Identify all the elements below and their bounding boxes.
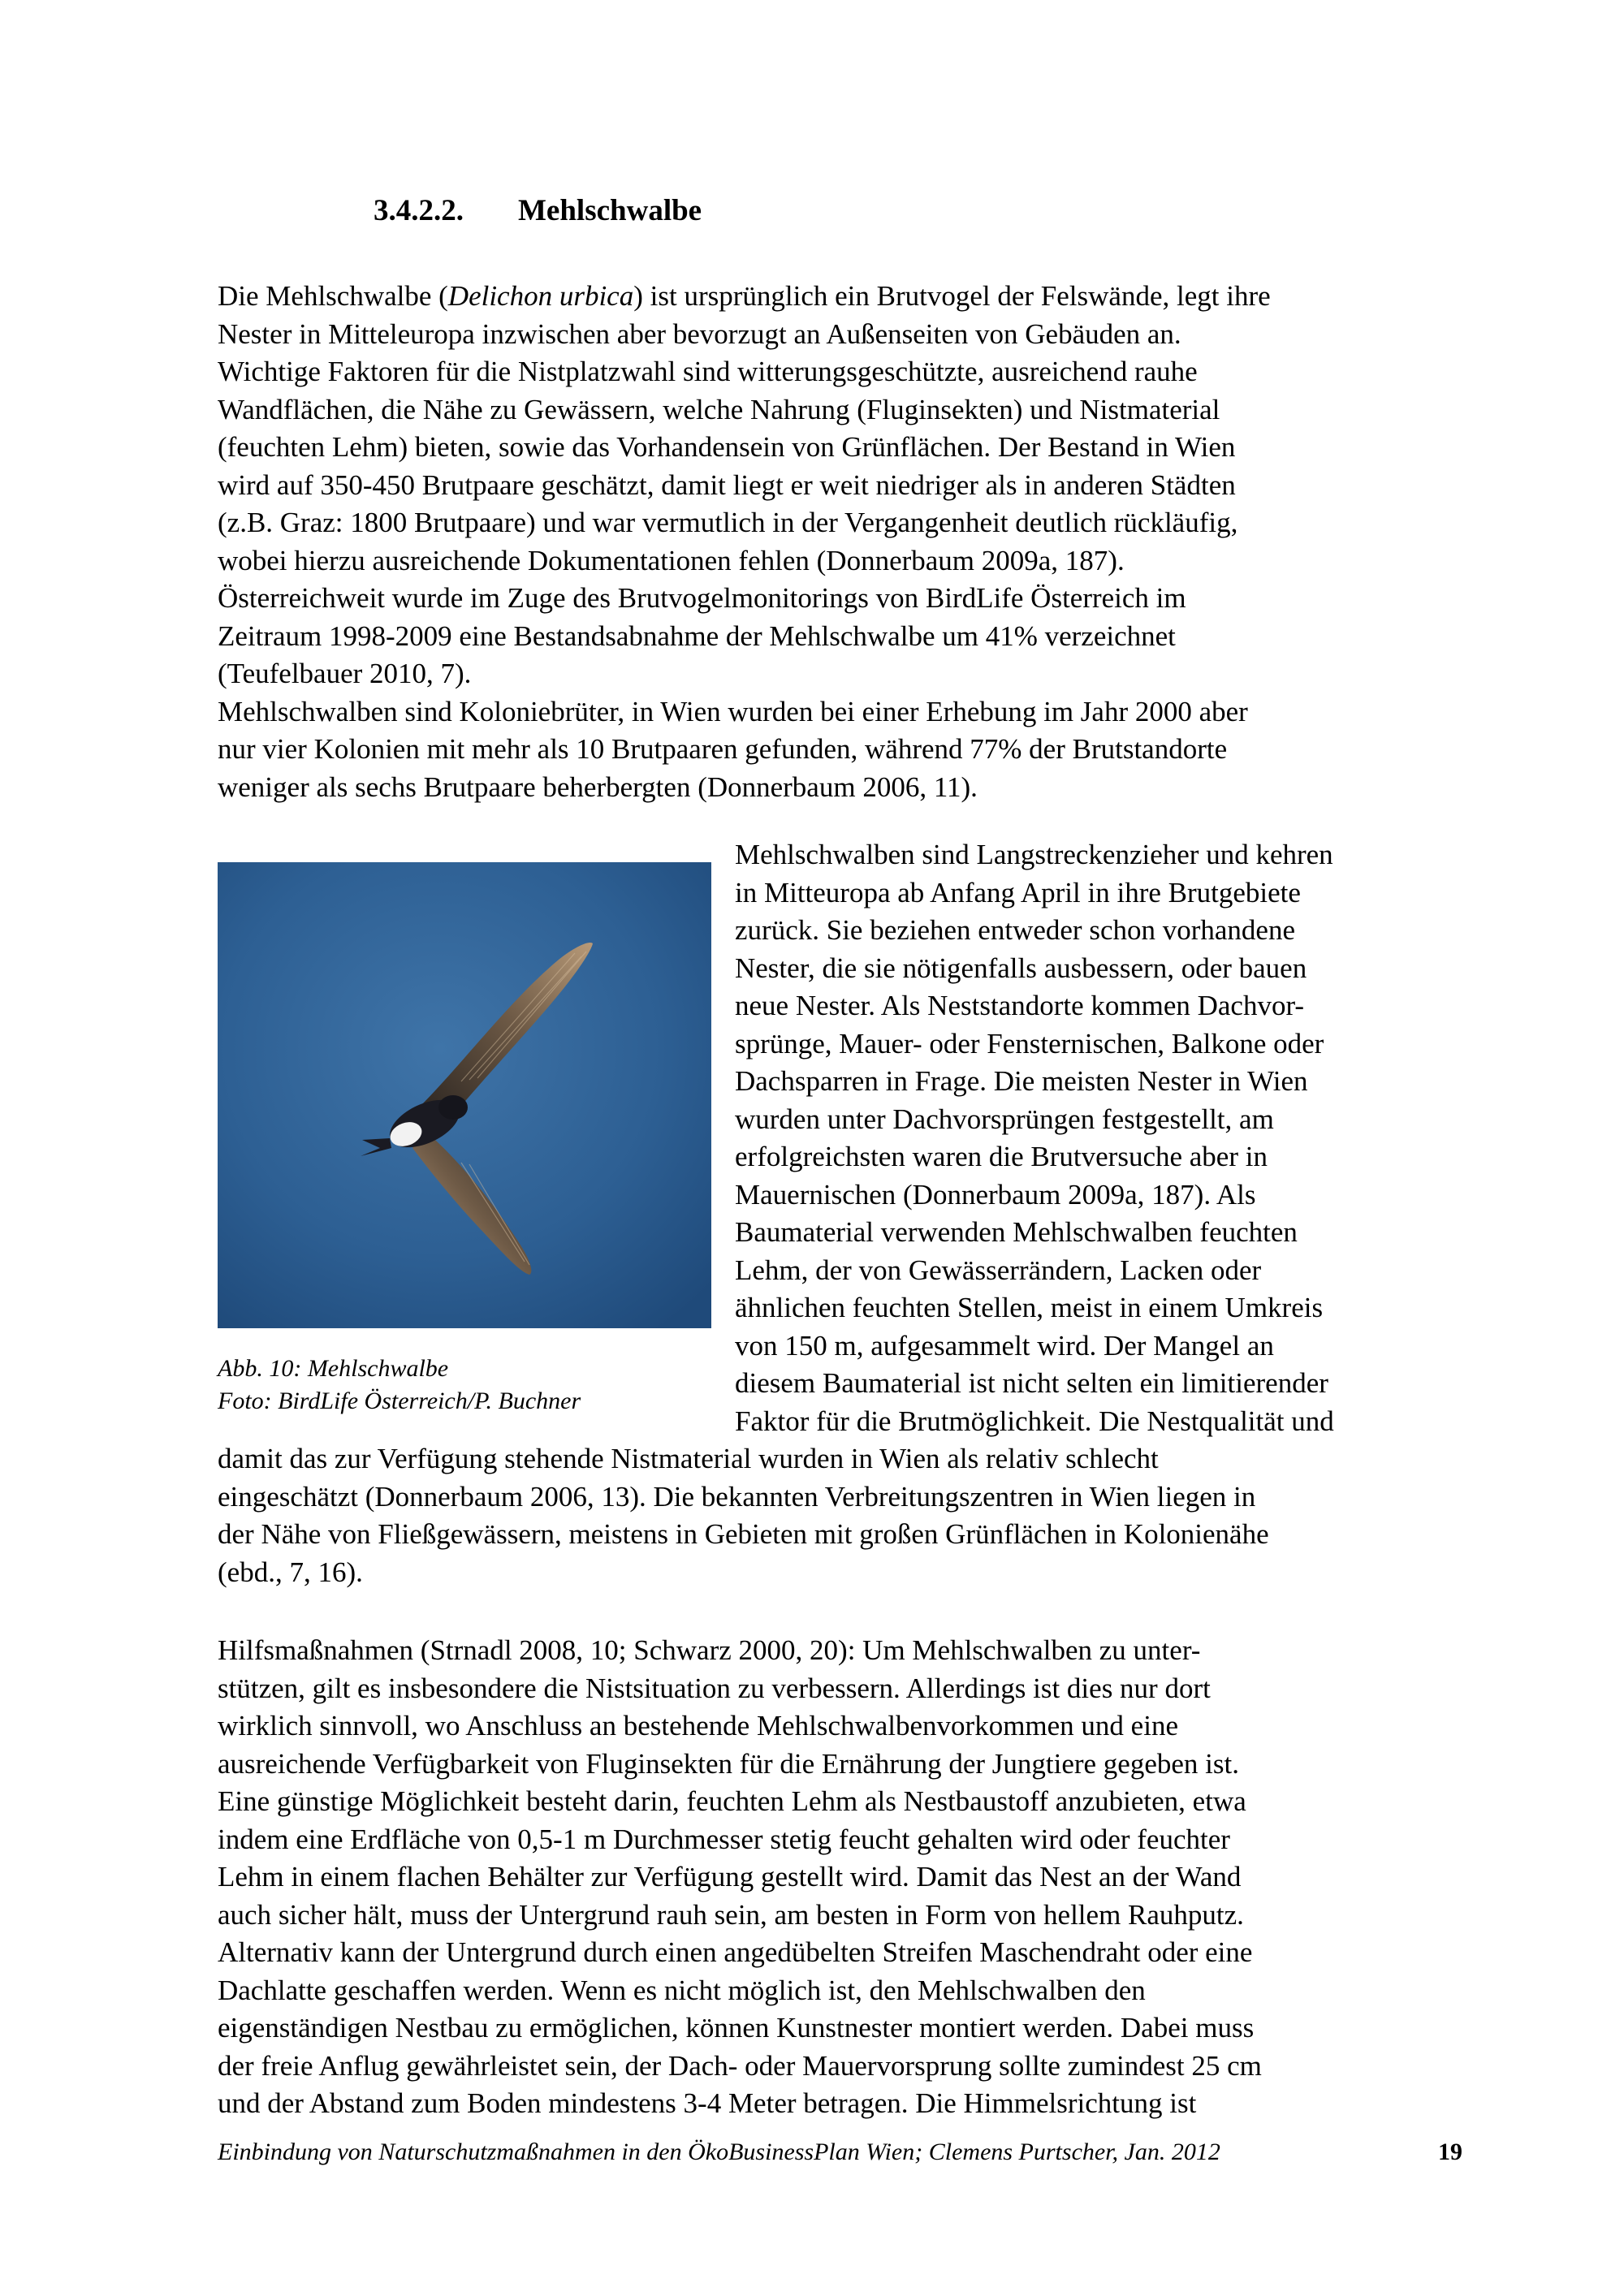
- text-line: Alternativ kann der Untergrund durch einen angedübelten Streifen Maschendraht oder eine: [218, 1936, 1253, 1968]
- text-line: Österreichweit wurde im Zuge des Brutvogelmonitorings von BirdLife Österreich im: [218, 582, 1186, 614]
- text-line: wobei hierzu ausreichende Dokumentationen fehlen (Donnerbaum 2009a, 187).: [218, 544, 1125, 576]
- bird-photo: [218, 862, 711, 1328]
- text-line: Hilfsmaßnahmen (Strnadl 2008, 10; Schwarz 2000, 20): Um Mehlschwalben zu unter-: [218, 1634, 1201, 1666]
- text-line: in Mitteuropa ab Anfang April in ihre Brutgebiete: [735, 876, 1301, 908]
- page-footer: Einbindung von Naturschutzmaßnahmen in den ÖkoBusinessPlan Wien; Clemens Purtscher, Jan. 2012: [218, 2138, 1220, 2165]
- text-line: sprünge, Mauer- oder Fensternischen, Balkone oder: [735, 1027, 1324, 1060]
- text-line: Mehlschwalben sind Koloniebrüter, in Wien wurden bei einer Erhebung im Jahr 2000 aber: [218, 695, 1248, 727]
- text-line: damit das zur Verfügung stehende Nistmaterial wurden in Wien als relativ schlecht: [218, 1443, 1159, 1474]
- measures-paragraph: [218, 1632, 1460, 2123]
- text-line: indem eine Erdfläche von 0,5-1 m Durchmesser stetig feucht gehalten wird oder feuchter: [218, 1823, 1230, 1855]
- text-line: Eine günstige Möglichkeit besteht darin, feuchten Lehm als Nestbaustoff anzubieten, etwa: [218, 1785, 1246, 1817]
- text-line: der Nähe von Fließgewässern, meistens in Gebieten mit großen Grünflächen in Kolonienähe: [218, 1518, 1269, 1550]
- house-martin-image: [218, 862, 711, 1328]
- text-line: Mauernischen (Donnerbaum 2009a, 187). Als: [735, 1178, 1256, 1211]
- text-line: auch sicher hält, muss der Untergrund rauh sein, am besten in Form von hellem Rauhputz.: [218, 1898, 1244, 1931]
- caption-title: Abb. 10: Mehlschwalbe: [218, 1355, 449, 1382]
- text-line: der freie Anflug gewährleistet sein, der Dach- oder Mauervorsprung sollte zumindest 25 cm: [218, 2049, 1262, 2082]
- text-line: ausreichende Verfügbarkeit von Fluginsekten für die Ernährung der Jungtiere gegeben ist.: [218, 1747, 1239, 1780]
- text-line: Wandflächen, die Nähe zu Gewässern, welche Nahrung (Fluginsekten) und Nistmaterial: [218, 393, 1220, 425]
- caption-credit: Foto: BirdLife Österreich/P. Buchner: [218, 1388, 581, 1414]
- text-line: Lehm, der von Gewässerrändern, Lacken oder: [735, 1254, 1262, 1286]
- section-heading: [374, 193, 702, 228]
- bird-head: [438, 1095, 468, 1120]
- text-line: wurden unter Dachvorsprüngen festgestellt, am: [735, 1103, 1274, 1135]
- text-line: Faktor für die Brutmöglichkeit. Die Nestqualität und: [735, 1405, 1334, 1437]
- wrap-paragraph-continuation: [218, 1440, 1460, 1591]
- figure-caption: [218, 1353, 581, 1418]
- text-line: stützen, gilt es insbesondere die Nistsituation zu verbessern. Allerdings ist dies nur dort: [218, 1672, 1211, 1704]
- text-line: nur vier Kolonien mit mehr als 10 Brutpaaren gefunden, während 77% der Brutstandorte: [218, 733, 1228, 765]
- text-line: ähnlichen feuchten Stellen, meist in einem Umkreis: [735, 1292, 1324, 1323]
- intro-paragraph: [218, 278, 1460, 806]
- text-line: Baumaterial verwenden Mehlschwalben feuchten: [735, 1216, 1298, 1248]
- text-line: eigenständigen Nestbau zu ermöglichen, können Kunstnester montiert werden. Dabei muss: [218, 2012, 1255, 2044]
- text-line: (feuchten Lehm) bieten, sowie das Vorhandensein von Grünflächen. Der Bestand in Wien: [218, 431, 1236, 463]
- species-name: Delichon urbica: [447, 280, 634, 312]
- text-line: erfolgreichsten waren die Brutversuche aber in: [735, 1141, 1268, 1172]
- text-line: Lehm in einem flachen Behälter zur Verfügung gestellt wird. Damit das Nest an der Wand: [218, 1861, 1242, 1892]
- text-line: (z.B. Graz: 1800 Brutpaare) und war vermutlich in der Vergangenheit deutlich rückläufig,: [218, 507, 1238, 538]
- text-line: (ebd., 7, 16).: [218, 1556, 363, 1588]
- text-line: Dachlatte geschaffen werden. Wenn es nicht möglich ist, den Mehlschwalben den: [218, 1974, 1146, 2006]
- text-line: Nester, die sie nötigenfalls ausbessern, oder bauen: [735, 952, 1307, 984]
- text-line: Die Mehlschwalbe (Delichon urbica) ist ursprünglich ein Brutvogel der Felswände, legt ihre: [218, 280, 1271, 312]
- text-line: zurück. Sie beziehen entweder schon vorhandene: [735, 914, 1295, 946]
- text-line: wirklich sinnvoll, wo Anschluss an bestehende Mehlschwalbenvorkommen und eine: [218, 1710, 1178, 1741]
- page-number: 19: [1438, 2138, 1462, 2165]
- text-line: eingeschätzt (Donnerbaum 2006, 13). Die bekannten Verbreitungszentren in Wien liegen in: [218, 1480, 1256, 1513]
- text-line: Wichtige Faktoren für die Nistplatzwahl sind witterungsgeschützte, ausreichend rauhe: [218, 356, 1198, 387]
- text-line: Dachsparren in Frage. Die meisten Nester in Wien: [735, 1065, 1308, 1097]
- section-title: Mehlschwalbe: [518, 194, 702, 227]
- text-line: diesem Baumaterial ist nicht selten ein limitierender: [735, 1367, 1328, 1399]
- text-line: Nester in Mitteleuropa inzwischen aber bevorzugt an Außenseiten von Gebäuden an.: [218, 317, 1181, 350]
- text-line: neue Nester. Als Neststandorte kommen Dachvor-: [735, 990, 1305, 1021]
- text-line: Mehlschwalben sind Langstreckenzieher und kehren: [735, 839, 1333, 870]
- text-line: und der Abstand zum Boden mindestens 3-4 Meter betragen. Die Himmelsrichtung ist: [218, 2087, 1197, 2119]
- wrap-paragraph: [735, 836, 1466, 1440]
- text-line: wird auf 350-450 Brutpaare geschätzt, damit liegt er weit niedriger als in anderen Städten: [218, 468, 1236, 501]
- text-line: weniger als sechs Brutpaare beherbergten (Donnerbaum 2006, 11).: [218, 770, 978, 803]
- text-line: Zeitraum 1998-2009 eine Bestandsabnahme der Mehlschwalbe um 41% verzeichnet: [218, 619, 1176, 652]
- text-line: von 150 m, aufgesammelt wird. Der Mangel an: [735, 1329, 1274, 1362]
- section-number: 3.4.2.2.: [374, 194, 464, 227]
- text-line: (Teufelbauer 2010, 7).: [218, 658, 472, 689]
